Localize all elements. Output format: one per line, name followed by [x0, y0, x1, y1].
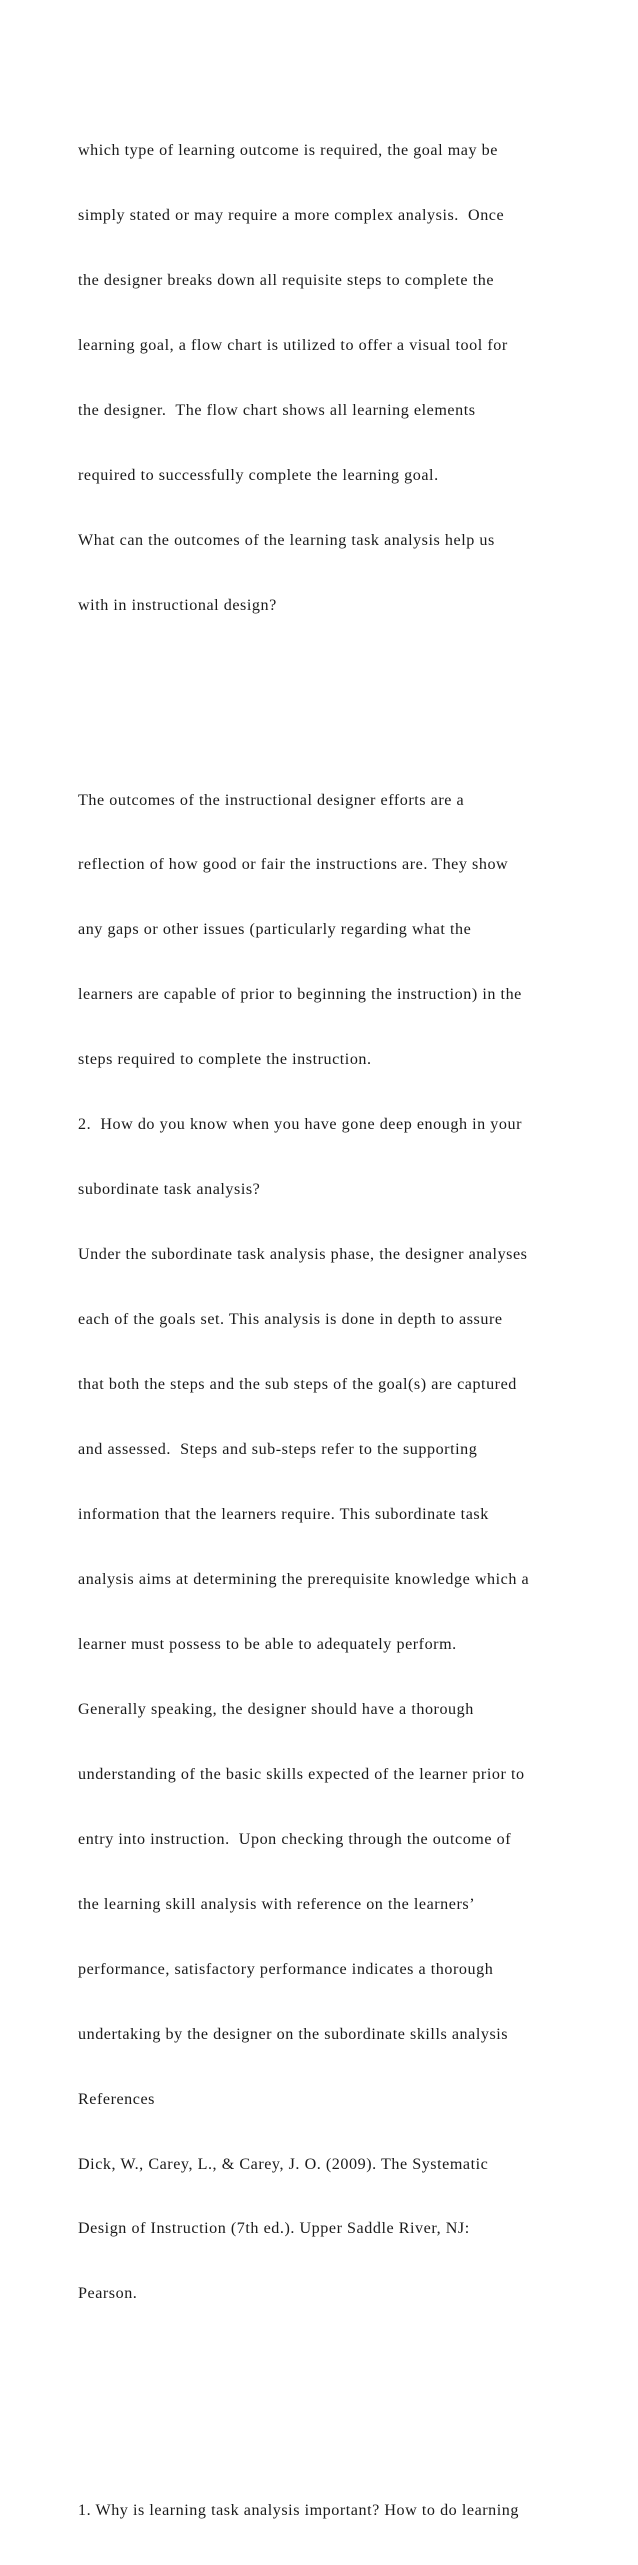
question-line: What can the outcomes of the learning task analysis help us — [78, 531, 495, 549]
question-line: 1. Why is learning task analysis important? How to do learning — [78, 2501, 519, 2519]
text-line: steps required to complete the instruction. — [78, 1051, 372, 1069]
text-line: the learning skill analysis with reference on the learners’ — [78, 1895, 476, 1913]
text-line: Generally speaking, the designer should have a thorough — [78, 1700, 474, 1718]
text-line: and assessed. Steps and sub-steps refer to the supporting — [78, 1441, 478, 1459]
text-line: entry into instruction. Upon checking through the outcome of — [78, 1830, 512, 1848]
document-body — [78, 75, 618, 2565]
text-line: which type of learning outcome is required, the goal may be — [78, 141, 498, 159]
text-line: Under the subordinate task analysis phase, the designer analyses — [78, 1246, 528, 1264]
question-line: with in instructional design? — [78, 596, 277, 614]
text-line: the designer breaks down all requisite steps to complete the — [78, 271, 495, 289]
paragraph-gap — [78, 681, 618, 703]
text-line: required to successfully complete the learning goal. — [78, 466, 439, 484]
text-line: reflection of how good or fair the instructions are. They show — [78, 856, 509, 874]
text-line: understanding of the basic skills expected of the learner prior to — [78, 1765, 525, 1783]
reference-line: Dick, W., Carey, L., & Carey, J. O. (2009). The Systematic — [78, 2155, 489, 2173]
section-gap — [78, 2370, 618, 2413]
reference-line: Design of Instruction (7th ed.). Upper Saddle River, NJ: — [78, 2220, 470, 2238]
text-line: any gaps or other issues (particularly regarding what the — [78, 921, 472, 939]
text-line: that both the steps and the sub steps of the goal(s) are captured — [78, 1376, 517, 1394]
text-line: information that the learners require. This subordinate task — [78, 1506, 489, 1523]
text-line: performance, satisfactory performance indicates a thorough — [78, 1960, 494, 1978]
question-line: subordinate task analysis? — [78, 1181, 261, 1199]
text-line: each of the goals set. This analysis is done in depth to assure — [78, 1311, 503, 1329]
text-line: the designer. The flow chart shows all learning elements — [78, 401, 476, 419]
reference-line: Pearson. — [78, 2285, 138, 2303]
references-heading: References — [78, 2090, 155, 2108]
text-line: learner must possess to be able to adequately perform. — [78, 1635, 457, 1653]
text-line: simply stated or may require a more complex analysis. Once — [78, 206, 505, 224]
text-line: analysis aims at determining the prerequisite knowledge which a — [78, 1570, 530, 1588]
text-line: undertaking by the designer on the subordinate skills analysis — [78, 2025, 509, 2043]
text-line: learning goal, a flow chart is utilized to offer a visual tool for — [78, 336, 508, 354]
question-line: 2. How do you know when you have gone deep enough in your — [78, 1116, 523, 1134]
text-line: The outcomes of the instructional designer efforts are a — [78, 791, 465, 809]
text-line: learners are capable of prior to beginning the instruction) in the — [78, 986, 522, 1004]
